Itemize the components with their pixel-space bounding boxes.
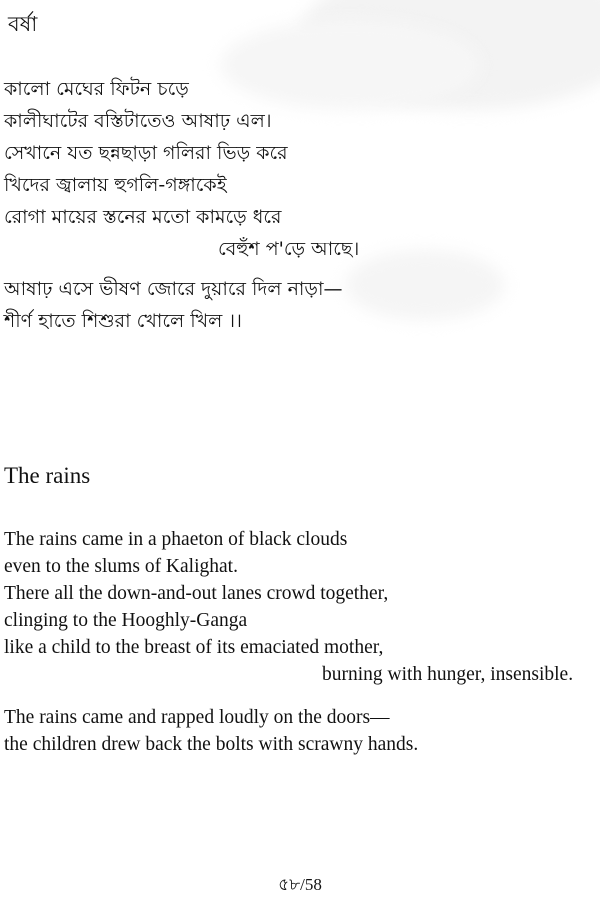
bengali-line: খিদের জ্বালায় হুগলি-গঙ্গাকেই xyxy=(4,174,227,196)
bengali-line: কালীঘাটের বস্তিটাতেও আষাঢ় এল। xyxy=(4,110,272,132)
english-stanza-1 xyxy=(4,526,573,688)
bengali-stanza-1 xyxy=(4,73,359,265)
bengali-line: আষাঢ় এসে ভীষণ জোরে দুয়ারে দিল নাড়া— xyxy=(4,278,343,300)
english-line: There all the down-and-out lanes crowd together, xyxy=(4,583,389,604)
bengali-line: বেহুঁশ প'ড়ে আছে। xyxy=(218,238,360,260)
bengali-poem-title: বর্ষা xyxy=(8,12,38,36)
english-line: The rains came and rapped loudly on the doors— xyxy=(4,707,390,728)
english-line: even to the slums of Kalighat. xyxy=(4,556,238,577)
page-number: ৫৮/58 xyxy=(278,875,322,894)
english-stanza-2 xyxy=(4,704,418,758)
bengali-line: শীর্ণ হাতে শিশুরা খোলে খিল ।। xyxy=(4,310,242,332)
bengali-stanza-2 xyxy=(4,273,343,337)
english-line: like a child to the breast of its emaciated mother, xyxy=(4,637,384,658)
bengali-line: সেখানে যত ছন্নছাড়া গলিরা ভিড় করে xyxy=(4,142,288,164)
english-line: clinging to the Hooghly-Ganga xyxy=(4,610,248,631)
bengali-line: রোগা মায়ের স্তনের মতো কামড়ে ধরে xyxy=(4,206,282,228)
page-stain xyxy=(345,250,505,320)
bengali-line: কালো মেঘের ফিটন চড়ে xyxy=(4,78,189,100)
english-line: the children drew back the bolts with scrawny hands. xyxy=(4,734,419,755)
english-poem-title: The rains xyxy=(4,463,91,488)
english-line: The rains came in a phaeton of black clouds xyxy=(4,529,348,550)
english-line: burning with hunger, insensible. xyxy=(322,664,574,685)
